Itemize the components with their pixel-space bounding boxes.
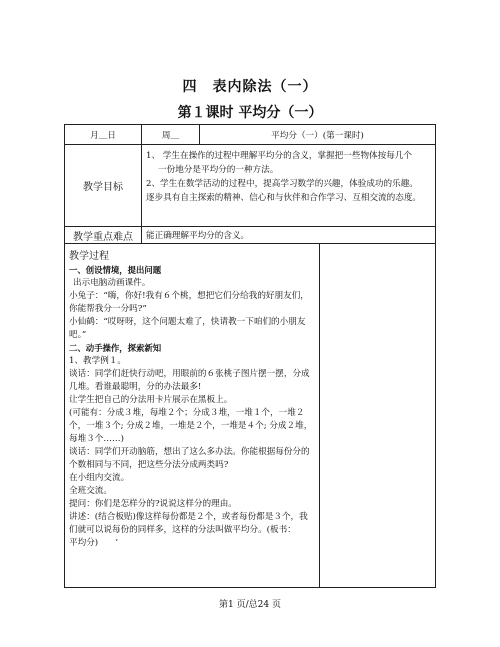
- section-heading: 二、动手操作，探索新知: [69, 343, 162, 353]
- process-line: 谈话：同学们赶快行动吧，用眼前的６张桃子图片摆一摆，分成: [69, 369, 310, 379]
- goal-line: 1、 学生在操作的过程中理解平均分的含义，掌握把一些物体按每几个: [146, 151, 413, 161]
- process-line: 全班交流。: [69, 486, 112, 496]
- chapter-title: 四 表内除法（一）: [182, 79, 318, 95]
- key-points-text: 能正确理解平均分的含义。: [142, 227, 436, 244]
- process-line: 吧。”: [69, 330, 87, 340]
- process-line: 小仙鹤：“哎呀呀，这个问题太难了，快请教一下咱们的小朋友: [69, 317, 306, 327]
- process-line: 谈话：同学们开动脑筋，想出了这么多办法。你能根据每份分的: [69, 447, 310, 457]
- lesson-plan-table: [64, 124, 436, 588]
- topic-cell: 平均分（一）(第一课时): [200, 125, 436, 145]
- process-line: 你能帮我分一分吗?”: [69, 304, 147, 314]
- goal-line: 2、学生在数学活动的过程中，提高学习数学的兴趣，体验成功的乐趣。: [146, 179, 418, 189]
- process-line: 1、教学例１。: [69, 356, 127, 366]
- lesson-title: 第１课时 平均分（一）: [177, 105, 323, 121]
- page-footer: 第1 页/总24 页: [219, 600, 281, 610]
- process-line: 让学生把自己的分法用卡片展示在黑板上。: [69, 395, 233, 405]
- process-row: [65, 244, 436, 588]
- month-cell: 月＿日: [65, 125, 142, 145]
- process-line: (可能有：分成３堆，每堆２个；分成３堆，一堆１个，一堆２: [69, 408, 305, 418]
- process-line: 们就可以说每份的同样多，这样的分法叫做平均分。(板书：: [69, 525, 296, 535]
- process-line: 每堆３个……): [69, 434, 124, 444]
- process-line: 在小组内交流。: [69, 473, 130, 483]
- key-points-row: [65, 227, 436, 244]
- process-line: 小兔子：“嗨，你好!我有６个桃，想把它们分给我的好朋友们，: [69, 291, 309, 301]
- process-line: 个数相同与不同，把这些分法分成两类吗?: [69, 460, 229, 470]
- process-line: 个，一堆３个; 分成２堆，一堆是２个，一堆是４个; 分成２堆，: [69, 421, 313, 431]
- process-line: 出示电脑动画课件。: [73, 278, 151, 288]
- goals-label: 教学目标: [65, 145, 142, 227]
- goals-row: [65, 145, 436, 227]
- process-line: 提问：你们是怎样分的?说说这样分的理由。: [69, 499, 237, 509]
- week-cell: 周＿: [142, 125, 200, 145]
- header-row: [65, 125, 436, 145]
- process-cell: [65, 244, 320, 588]
- process-line: 几堆。看谁最聪明，分的办法最多!: [69, 382, 202, 392]
- process-title: 教学过程: [69, 251, 109, 262]
- section-heading: 一、创设情境，提出问题: [69, 265, 162, 275]
- goal-line: 逐步具有自主探索的精神、信心和与伙伴和合作学习、互相交流的态度。: [146, 193, 422, 203]
- goal-line: 一份地分是平均分的一种方法。: [158, 165, 279, 175]
- goals-text: [142, 145, 436, 227]
- notes-cell: [320, 244, 436, 588]
- process-line: 讲述：(结合板贴)像这样每份都是２个，或者每份都是３个，我: [69, 512, 308, 522]
- process-line: 平均分) ’: [69, 538, 119, 548]
- key-points-label: 教学重点难点: [65, 227, 142, 244]
